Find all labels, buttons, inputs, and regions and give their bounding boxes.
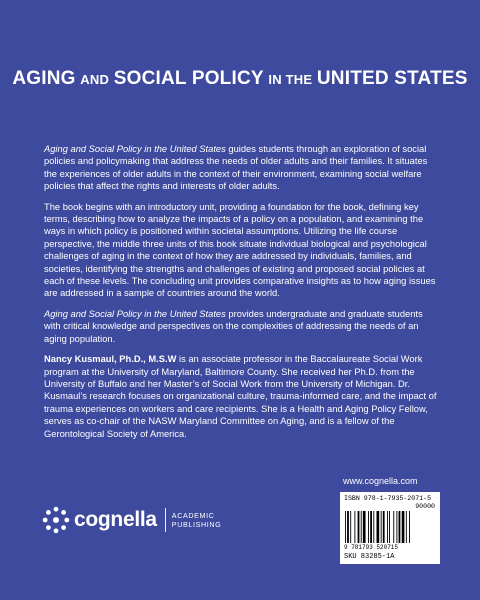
- book-title-italic: Aging and Social Policy in the United States: [44, 308, 226, 319]
- publisher-name: cognella: [74, 508, 157, 531]
- isbn-number: ISBN 978-1-7935-2071-5: [344, 495, 432, 502]
- author-bio-text: is an associate professor in the Baccalaureate Social Work program at the University of Maryland, Baltimore County. She received her Ph.D. from the University of Buffalo and her Master’s of Social Work from the University of Michigan. Dr. Kusmaul’s research focuses on organizational culture, trauma-informed care, and the impact of trauma experiences on workers and care recipients. She is a Health and Aging Policy Fellow, serves as co-chair of the NASW Maryland Committee on Aging, and is a fellow of the Gerontological Society of America.: [44, 354, 437, 439]
- description: [44, 143, 441, 440]
- description-paragraph-1: [44, 143, 441, 193]
- sku-number: SKU 83285-1A: [344, 553, 395, 561]
- author-bio: [44, 353, 441, 440]
- publisher-website: www.cognella.com: [343, 476, 418, 486]
- author-name: Nancy Kusmaul, Ph.D., M.S.W: [44, 354, 177, 365]
- title-word-aging: AGING: [12, 68, 76, 89]
- description-paragraph-3: [44, 308, 441, 345]
- publisher-logo: [42, 505, 221, 535]
- barcode: [340, 492, 440, 564]
- tagline-line-2: PUBLISHING: [171, 520, 222, 529]
- price-code: 90000: [415, 503, 435, 510]
- paragraph-1-text: guides students through an exploration of social policies and policymaking that address the needs of older adults and their families. It situates the experiences of older adults in the context of their environment, examining social welfare policies that affect the rights and interests of older adults.: [44, 144, 428, 192]
- barcode-bars: [344, 511, 436, 547]
- publisher-tagline: [172, 511, 222, 529]
- paragraph-2-text: The book begins with an introductory unit, providing a foundation for the book, defining key terms, describing how to analyze the impacts of a policy on a population, and examining the ways in which policy is positioned within societal assumptions. Utilizing the life course perspective, the middle three units of this book situate individual biological and psychological challenges of aging in the context of how they are addressed by individuals, families, and societies, identifying the strengths and challenges of existing and proposed social policies at each of these levels. The concluding unit provides comparative insights as to how aging issues are addressed in a sample of countries around the world.: [44, 201, 436, 299]
- title-word-social-policy: SOCIAL POLICY: [113, 68, 264, 89]
- book-title-italic: Aging and Social Policy in the United States: [44, 144, 226, 154]
- title-word-united-states: UNITED STATES: [316, 68, 468, 89]
- cognella-logo-icon: [42, 506, 70, 534]
- title-word-in-the: IN THE: [268, 72, 313, 87]
- barcode-digits: 9 781793 520715: [344, 544, 399, 551]
- tagline-line-1: ACADEMIC: [171, 511, 215, 520]
- paragraph-3-text: provides undergraduate and graduate students with critical knowledge and perspectives on the complexities of addressing the needs of an aging population.: [44, 308, 423, 344]
- title-word-and: AND: [80, 72, 110, 87]
- book-title: [0, 68, 480, 90]
- description-paragraph-2: [44, 201, 441, 300]
- logo-divider: [165, 508, 166, 532]
